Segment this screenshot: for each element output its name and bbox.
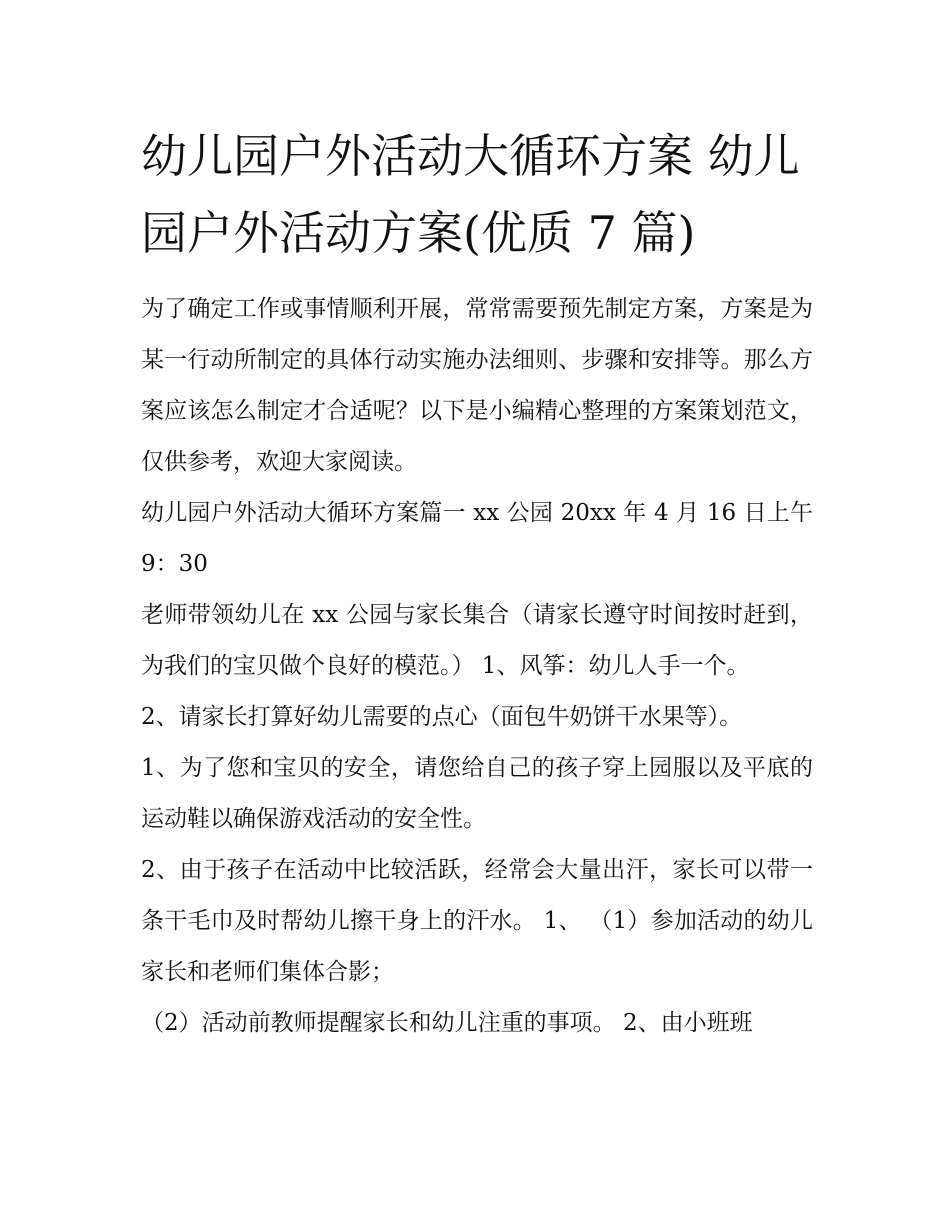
- paragraph: 为了确定工作或事情顺利开展，常常需要预先制定方案，方案是为某一行动所制定的具体行动实施办法细则、步骤和安排等。那么方案应该怎么制定才合适呢？以下是小编精心整理的方案策划范文，仅供参考，欢迎大家阅读。: [141, 296, 813, 475]
- paragraph: 2、请家长打算好幼儿需要的点心（面包牛奶饼干水果等）。: [141, 704, 743, 730]
- document-body: [141, 284, 813, 1049]
- document-title: 幼儿园户外活动大循环方案 幼儿园户外活动方案(优质 7 篇): [141, 129, 800, 260]
- paragraph: 1、为了您和宝贝的安全，请您给自己的孩子穿上园服以及平底的运动鞋以确保游戏活动的安全性。: [141, 755, 813, 832]
- document-page: [141, 118, 813, 1049]
- paragraph: 老师带领幼儿在 xx 公园与家长集合（请家长遵守时间按时赶到，为我们的宝贝做个良好的模范。） 1、风筝：幼儿人手一个。: [141, 602, 813, 679]
- paragraph: 幼儿园户外活动大循环方案篇一 xx 公园 20xx 年 4 月 16 日上午 9：30: [141, 500, 813, 577]
- paragraph: 2、由于孩子在活动中比较活跃，经常会大量出汗，家长可以带一条干毛巾及时帮幼儿擦干身上的汗水。 1、 （1）参加活动的幼儿家长和老师们集体合影；: [141, 857, 813, 985]
- paragraph: （2）活动前教师提醒家长和幼儿注重的事项。 2、由小班班: [141, 1010, 753, 1036]
